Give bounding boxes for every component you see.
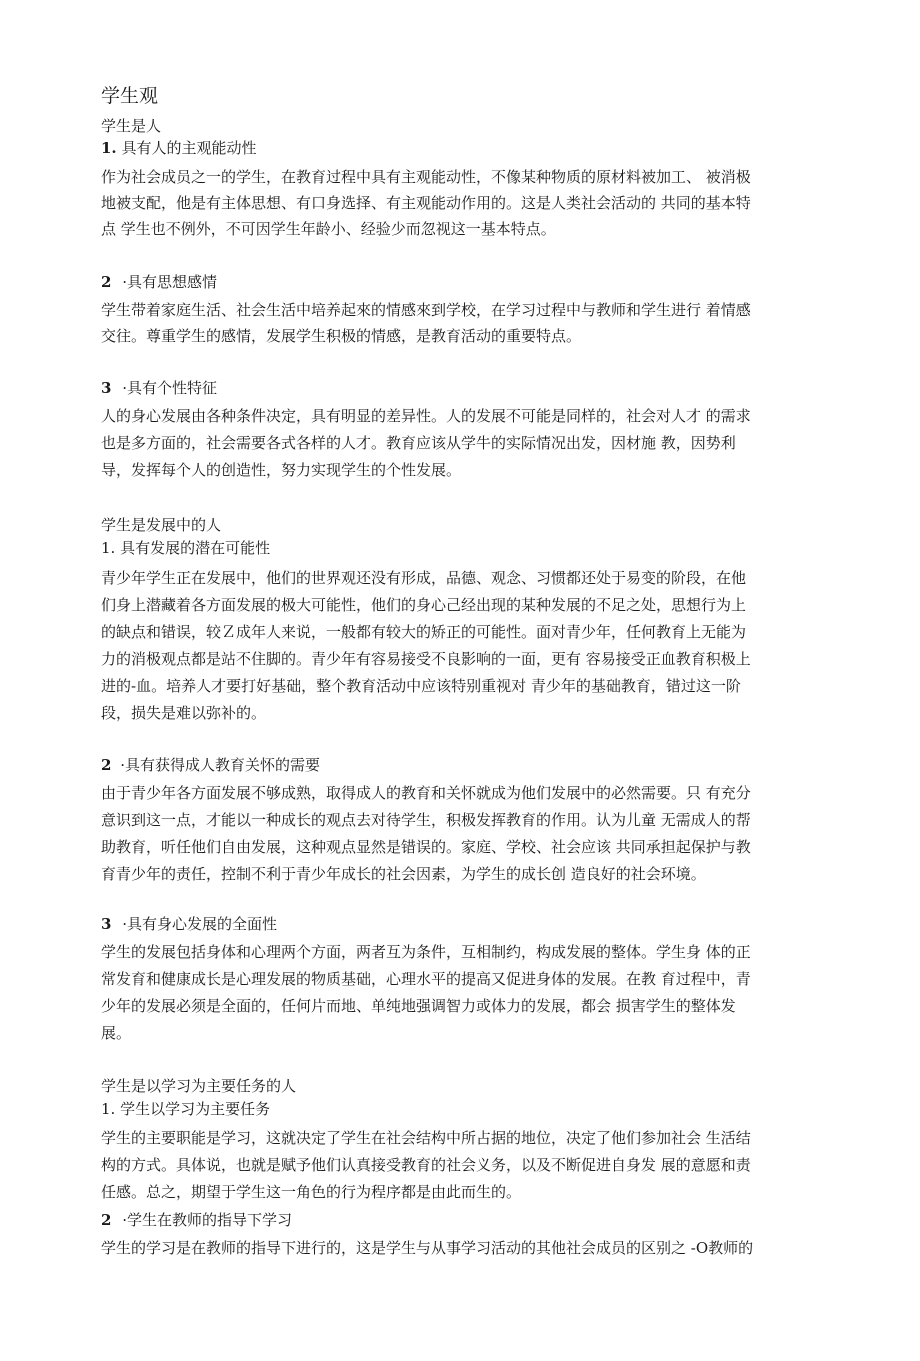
paragraph-line: 们身上潜藏着各方面发展的极大可能性，他们的身心己经出现的某种发展的不足之处，思想行为上: [101, 596, 747, 614]
item-label: ·学生在教师的指导下学习: [122, 1211, 292, 1229]
paragraph-line: 育青少年的责任，控制不利于青少年成长的社会因素，为学生的成长创 造良好的社会环境。: [101, 865, 706, 883]
section-heading: 学生是人: [101, 117, 162, 135]
paragraph-line: 展。: [101, 1024, 132, 1042]
item-label: ·具有身心发展的全面性: [122, 915, 277, 933]
paragraph-line: 构的方式。具体说，也就是赋予他们认真接受教育的社会义务，以及不断促进自身发 展的意愿和责: [101, 1156, 751, 1174]
paragraph-line: 地被支配，他是有主体思想、有口身选择、有主观能动作用的。这是人类社会活动的 共同的基本特: [101, 194, 751, 212]
paragraph-line: 进的-血。培养人才要打好基础，整个教育活动中应该特别重视对 青少年的基础教育，错过这一阶: [101, 677, 741, 695]
item-label: ·具有个性特征: [122, 379, 217, 397]
item-number: 3: [101, 379, 112, 397]
section-heading: 学生是以学习为主要任务的人: [101, 1077, 297, 1095]
paragraph-line: 助教育，听任他们自由发展，这种观点显然是错误的。家庭、学校、社会应该 共同承担起保护与教: [101, 838, 751, 856]
paragraph-line: 人的身心发展由各种条件决定，具有明显的差异性。人的发展不可能是同样的，社会对人才 的需求: [101, 407, 751, 425]
paragraph-line: 点 学生也不例外，不可因学生年龄小、经验少而忽视这一基本特点。: [101, 220, 556, 238]
item-number: 2: [101, 756, 112, 774]
paragraph-line: 由于青少年各方面发展不够成熟，取得成人的教育和关怀就成为他们发展中的必然需要。只 有充分: [101, 784, 751, 802]
paragraph-line: 常发育和健康成长是心理发展的物质基础，心理水平的提高又促进身体的发展。在教 育过程中，青: [101, 970, 751, 988]
paragraph-line: 学生带着家庭生活、社会生活中培养起來的情感來到学校，在学习过程中与教师和学生进行 着情感: [101, 301, 751, 319]
paragraph-line: 少年的发展必须是全面的，任何片而地、单纯地强调智力或体力的发展，都会 损害学生的整体发: [101, 997, 736, 1015]
item-label: 学生以学习为主要任务: [120, 1100, 271, 1118]
paragraph-line: 任感。总之，期望于学生这一角色的行为程序都是由此而生的。: [101, 1183, 522, 1201]
item-heading: [101, 1099, 270, 1119]
item-label: ·具有思想感情: [122, 273, 217, 291]
doc-title: 学生观: [101, 85, 159, 107]
item-number: 1.: [101, 1100, 116, 1118]
section-heading: 学生是发展中的人: [101, 516, 222, 534]
item-heading: [101, 272, 217, 292]
item-heading: [101, 755, 320, 775]
paragraph-line: 交往。尊重学生的感情，发展学生积极的情感，是教育活动的重要特点。: [101, 327, 582, 345]
item-heading: [101, 914, 277, 934]
paragraph-line: 学生的主要职能是学习，这就决定了学生在社会结构中所占据的地位，决定了他们参加社会 生活结: [101, 1129, 751, 1147]
paragraph-line: 作为社会成员之一的学生，在教育过程中具有主观能动性，不像某种物质的原材料被加工、 被消极: [101, 168, 751, 186]
item-label: 具有人的主观能动性: [121, 139, 257, 157]
item-number: 1.: [101, 139, 117, 157]
paragraph-line: 也是多方面的，社会需要各式各样的人才。教育应该从学牛的实际情况出发，因材施 教，因势利: [101, 434, 736, 452]
paragraph-line: 段，损失是难以弥补的。: [101, 704, 267, 722]
paragraph-line: 青少年学生正在发展中，他们的世界观还没有形成，品德、观念、习惯都还处于易变的阶段，在他: [101, 569, 747, 587]
paragraph-line: 学生的发展包括身体和心理两个方面，两者互为条件，互相制约，构成发展的整体。学生身 体的正: [101, 943, 751, 961]
paragraph-line: 导，发挥每个人的创造性，努力实现学生的个性发展。: [101, 461, 462, 479]
item-number: 2: [101, 1211, 112, 1229]
item-number: 2: [101, 273, 112, 291]
item-number: 1.: [101, 539, 116, 557]
item-heading: [101, 538, 270, 558]
paragraph-line: 力的消极观点都是站不住脚的。青少年有容易接受不良影响的一面，更有 容易接受正血教育积极上: [101, 650, 751, 668]
paragraph-line: 意识到这一点，才能以一种成长的观点去对待学生，积极发挥教育的作用。认为儿童 无需成人的帮: [101, 811, 751, 829]
paragraph-line: 的缺点和错误，较Ｚ成年人来说，一般都有较大的矫正的可能性。面对青少年，任何教育上无能为: [101, 623, 747, 641]
item-label: 具有发展的潜在可能性: [120, 539, 271, 557]
item-heading: [101, 138, 256, 158]
item-number: 3: [101, 915, 112, 933]
item-heading: [101, 378, 217, 398]
item-label: ·具有获得成人教育关怀的需要: [120, 756, 320, 774]
paragraph-line: 学生的学习是在教师的指导下进行的，这是学生与从事学习活动的其他社会成员的区别之 -O教师的: [101, 1239, 754, 1257]
item-heading: [101, 1210, 292, 1230]
